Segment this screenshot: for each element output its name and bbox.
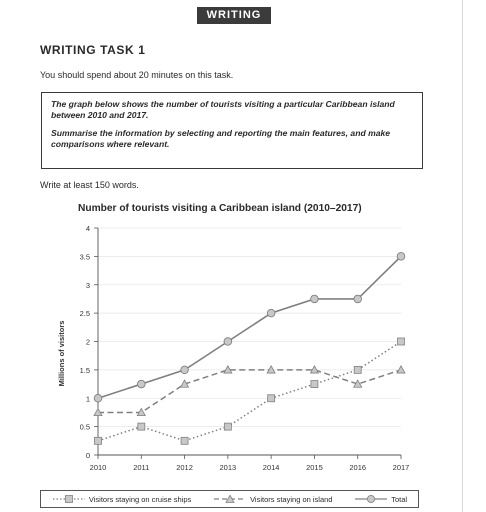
legend-item-island xyxy=(213,495,332,504)
y-tick-label: 3 xyxy=(85,280,90,290)
chart-legend xyxy=(40,490,419,508)
data-point-circle xyxy=(311,295,319,303)
x-tick-label: 2016 xyxy=(349,463,367,472)
data-point-triangle xyxy=(137,408,145,415)
data-point-triangle xyxy=(397,366,405,373)
series-line-square xyxy=(98,342,401,441)
y-tick-label: 2 xyxy=(85,337,90,347)
data-point-triangle xyxy=(354,380,362,387)
series-line-circle xyxy=(98,256,401,398)
prompt-box xyxy=(41,92,423,169)
legend-swatch-circle-icon xyxy=(354,495,388,503)
x-tick-label: 2014 xyxy=(262,463,280,472)
x-tick-label: 2015 xyxy=(306,463,323,472)
x-tick-label: 2013 xyxy=(219,463,237,472)
data-point-circle xyxy=(267,309,275,317)
data-point-square xyxy=(224,423,231,430)
data-point-circle xyxy=(94,394,102,402)
data-point-triangle xyxy=(94,408,102,415)
x-tick-label: 2010 xyxy=(89,463,107,472)
y-axis-label: Millions of visitors xyxy=(57,320,66,387)
data-point-triangle xyxy=(310,366,318,373)
page-edge-line xyxy=(462,0,463,512)
y-tick-label: 0 xyxy=(85,451,90,460)
task-heading: WRITING TASK 1 xyxy=(40,43,146,57)
data-point-triangle xyxy=(267,366,275,373)
data-point-square xyxy=(138,423,145,430)
data-point-triangle xyxy=(181,380,189,387)
x-tick-label: 2012 xyxy=(176,463,193,472)
data-point-square xyxy=(95,437,102,444)
data-point-circle xyxy=(397,253,405,261)
legend-label-island: Visitors staying on island xyxy=(250,494,333,504)
y-tick-label: 1 xyxy=(85,394,90,404)
chart-title: Number of tourists visiting a Caribbean island (2010–2017) xyxy=(78,203,362,214)
y-tick-label: 3.5 xyxy=(79,252,90,262)
data-point-circle xyxy=(181,366,189,374)
series-line-triangle xyxy=(98,370,401,413)
x-tick-label: 2011 xyxy=(133,463,150,472)
data-point-square xyxy=(398,338,405,345)
word-count-note: Write at least 150 words. xyxy=(40,180,139,190)
data-point-square xyxy=(181,437,188,444)
data-point-square xyxy=(268,395,275,402)
data-point-circle xyxy=(354,295,362,303)
data-point-circle xyxy=(137,380,145,388)
data-point-triangle xyxy=(224,366,232,373)
legend-item-total xyxy=(354,495,407,504)
legend-swatch-triangle-icon xyxy=(213,495,247,503)
section-badge: WRITING xyxy=(197,7,271,24)
y-tick-label: 1.5 xyxy=(79,365,90,375)
data-point-circle xyxy=(224,338,232,346)
legend-label-total: Total xyxy=(391,494,408,504)
prompt-description: The graph below shows the number of tourists visiting a particular Caribbean island between 2010 and 2017. xyxy=(51,99,395,120)
y-tick-label: 4 xyxy=(85,224,90,233)
y-tick-label: 0.5 xyxy=(79,422,90,432)
time-note: You should spend about 20 minutes on this task. xyxy=(40,70,234,80)
x-tick-label: 2017 xyxy=(392,463,410,472)
y-tick-label: 2.5 xyxy=(79,309,90,319)
legend-label-cruise: Visitors staying on cruise ships xyxy=(88,494,192,504)
prompt-instruction: Summarise the information by selecting and reporting the main features, and make comparisons where relevant. xyxy=(51,128,391,149)
legend-item-cruise xyxy=(52,495,191,504)
legend-swatch-square-icon xyxy=(52,495,86,503)
data-point-square xyxy=(354,366,361,373)
data-point-square xyxy=(311,381,318,388)
